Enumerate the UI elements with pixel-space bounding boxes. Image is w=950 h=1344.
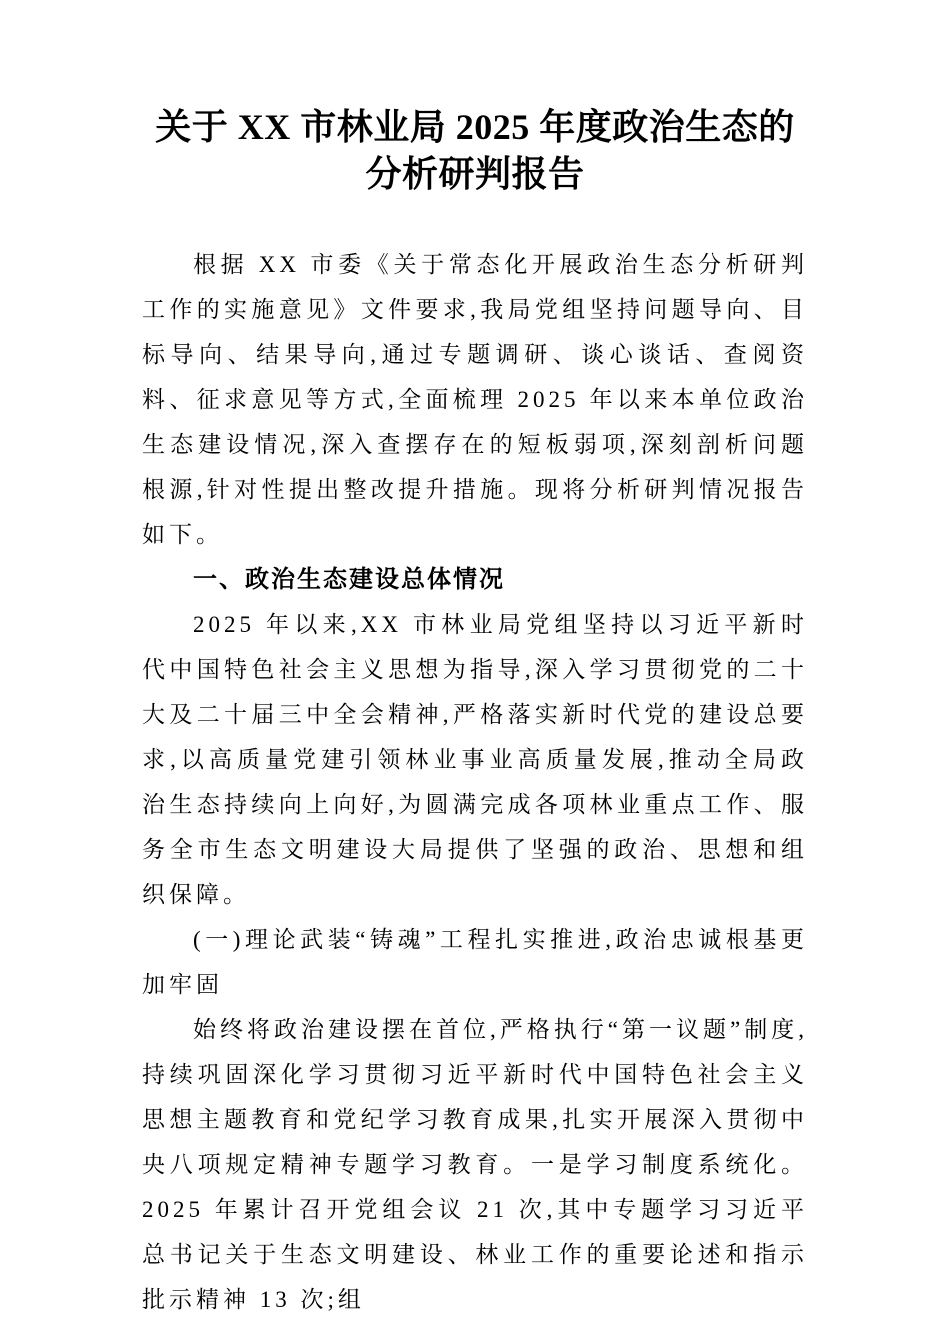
- intro-paragraph: 根据 XX 市委《关于常态化开展政治生态分析研判工作的实施意见》文件要求,我局党组坚持问题导向、目标导向、结果导向,通过专题调研、谈心谈话、查阅资料、征求意见等方式,全面梳理 2025 年以来本单位政治生态建设情况,深入查摆存在的短板弱项,深刻剖析问题根源,针对性提出整改提升措施。现将分析研判情况报告如下。: [142, 252, 808, 547]
- subsection-1-1-heading: (一)理论武装“铸魂”工程扎实推进,政治忠诚根基更加牢固: [142, 927, 808, 997]
- section-1-overview-paragraph: 2025 年以来,XX 市林业局党组坚持以习近平新时代中国特色社会主义思想为指导,深入学习贯彻党的二十大及二十届三中全会精神,严格落实新时代党的建设总要求,以高质量党建引领林业事业高质量发展,推动全局政治生态持续向上向好,为圆满完成各项林业重点工作、服务全市生态文明建设大局提供了坚强的政治、思想和组织保障。: [142, 612, 808, 907]
- subsection-1-1-body-paragraph: 始终将政治建设摆在首位,严格执行“第一议题”制度,持续巩固深化学习贯彻习近平新时代中国特色社会主义思想主题教育和党纪学习教育成果,扎实开展深入贯彻中央八项规定精神专题学习教育。一是学习制度系统化。2025 年累计召开党组会议 21 次,其中专题学习习近平总书记关于生态文明建设、林业工作的重要论述和指示批示精神 13 次;组: [142, 1017, 808, 1312]
- section-1-heading: 一、政治生态建设总体情况: [193, 566, 505, 593]
- document-content: [142, 0, 808, 1322]
- document-title: 关于 XX 市林业局 2025 年度政治生态的分析研判报告: [155, 107, 795, 194]
